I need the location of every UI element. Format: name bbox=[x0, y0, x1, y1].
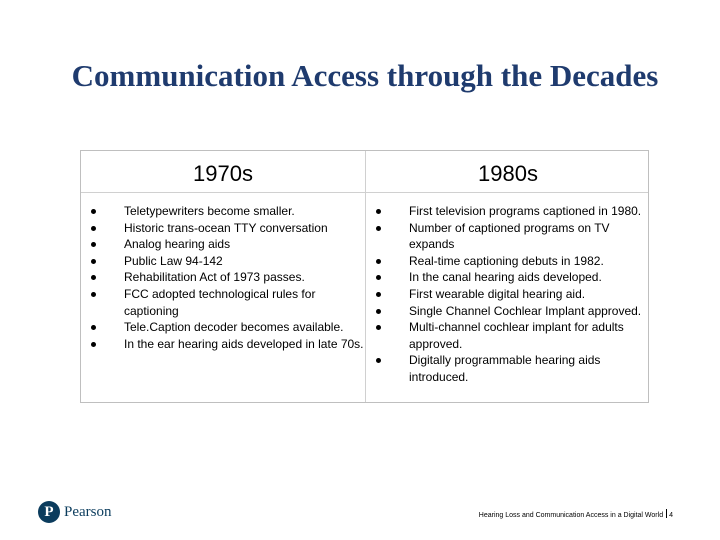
footer-text: Hearing Loss and Communication Access in a Digital World bbox=[478, 512, 664, 519]
list-item: In the ear hearing aids developed in late 70s. bbox=[124, 336, 366, 353]
list-item: FCC adopted technological rules for captioning bbox=[124, 286, 366, 319]
slide-title: Communication Access through the Decades bbox=[71, 58, 659, 93]
bullet-icon bbox=[91, 259, 96, 264]
list-item: Rehabilitation Act of 1973 passes. bbox=[124, 269, 366, 286]
bullet-icon bbox=[91, 209, 96, 214]
list-item: Real-time captioning debuts in 1982. bbox=[409, 253, 645, 270]
header-divider bbox=[81, 192, 648, 193]
pearson-wordmark: Pearson bbox=[64, 503, 112, 520]
list-item: Public Law 94-142 bbox=[124, 253, 366, 270]
bullet-icon bbox=[376, 226, 381, 231]
pearson-logo-icon: P bbox=[38, 501, 60, 523]
bullet-icon bbox=[91, 242, 96, 247]
list-item: First television programs captioned in 1980. bbox=[409, 203, 645, 220]
list-item: Teletypewriters become smaller. bbox=[124, 203, 366, 220]
bullet-icon bbox=[91, 325, 96, 330]
column-heading-1980s: 1980s bbox=[478, 161, 538, 186]
list-1970s bbox=[124, 203, 366, 352]
list-item: Tele.Caption decoder becomes available. bbox=[124, 319, 366, 336]
bullet-icon bbox=[91, 342, 96, 347]
column-heading-1970s: 1970s bbox=[193, 161, 253, 186]
list-item: Historic trans-ocean TTY conversation bbox=[124, 220, 366, 237]
list-item: Analog hearing aids bbox=[124, 236, 366, 253]
decades-table bbox=[80, 150, 649, 403]
bullet-icon bbox=[91, 226, 96, 231]
list-item: First wearable digital hearing aid. bbox=[409, 286, 645, 303]
footer-separator bbox=[666, 509, 667, 518]
page-number: 4 bbox=[669, 512, 673, 519]
pearson-logo bbox=[38, 501, 112, 523]
bullet-icon bbox=[376, 259, 381, 264]
list-item: In the canal hearing aids developed. bbox=[409, 269, 645, 286]
list-1980s bbox=[409, 203, 645, 386]
bullet-icon bbox=[376, 358, 381, 363]
bullet-icon bbox=[376, 309, 381, 314]
bullet-icon bbox=[376, 275, 381, 280]
list-item: Number of captioned programs on TV expands bbox=[409, 220, 645, 253]
list-item: Single Channel Cochlear Implant approved. bbox=[409, 303, 645, 320]
bullet-icon bbox=[376, 325, 381, 330]
bullet-icon bbox=[91, 292, 96, 297]
bullet-icon bbox=[376, 209, 381, 214]
list-item: Digitally programmable hearing aids introduced. bbox=[409, 352, 645, 385]
bullet-icon bbox=[376, 292, 381, 297]
bullet-icon bbox=[91, 275, 96, 280]
list-item: Multi-channel cochlear implant for adults approved. bbox=[409, 319, 645, 352]
footer-caption bbox=[479, 509, 673, 519]
